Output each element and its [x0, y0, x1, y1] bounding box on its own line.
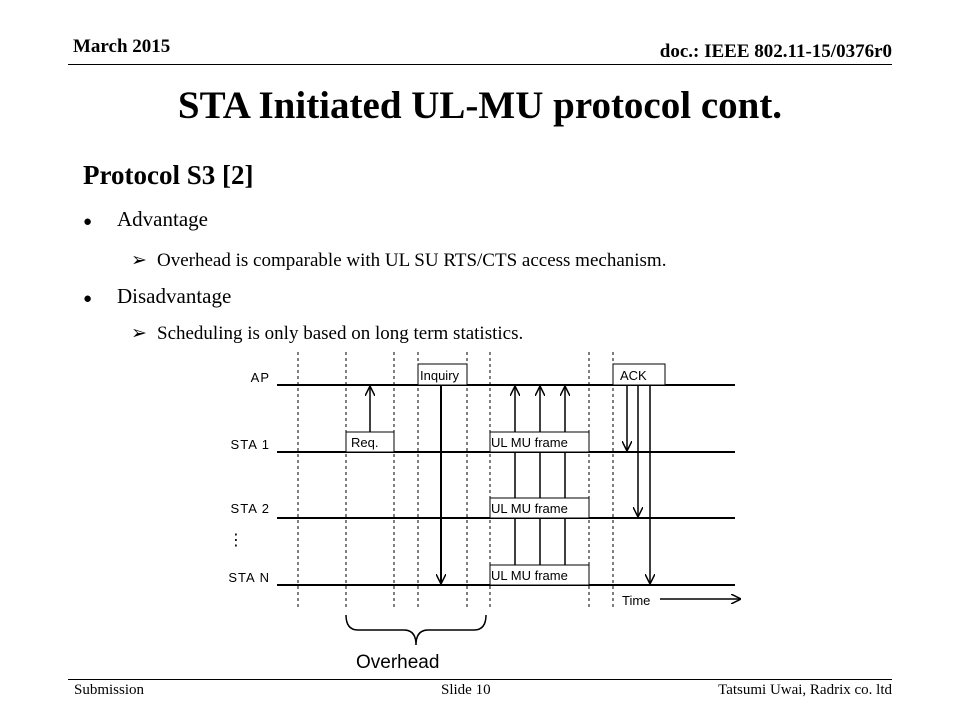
row-label-stan: STA N [228, 570, 270, 585]
ul-mu-frame-stan-label: UL MU frame [491, 568, 568, 583]
inquiry-frame-label: Inquiry [420, 368, 460, 383]
footer-author: Tatsumi Uwai, Radrix co. ltd [718, 682, 892, 698]
sub-bullet-text: Overhead is comparable with UL SU RTS/CTS access mechanism. [157, 250, 667, 271]
overhead-brace [346, 615, 486, 645]
time-label: Time [622, 593, 651, 608]
row-ellipsis-icon: ⋮ [228, 532, 244, 549]
bullet-dot-icon: ● [83, 291, 93, 307]
footer-divider [68, 679, 892, 680]
arrow-bullet-icon: ➢ [131, 323, 147, 344]
ack-frame-label: ACK [620, 368, 647, 383]
row-label-sta1: STA 1 [230, 437, 270, 452]
row-label-ap: AP [250, 370, 270, 385]
footer-left: Submission [74, 682, 145, 698]
req-frame-label: Req. [351, 435, 379, 450]
ul-mu-frame-sta1-label: UL MU frame [491, 435, 568, 450]
sub-bullet-text: Scheduling is only based on long term statistics. [157, 323, 524, 344]
ul-mu-frame-sta2-label: UL MU frame [491, 501, 568, 516]
bullet-label: Advantage [117, 207, 208, 231]
bullet-dot-icon: ● [83, 214, 93, 230]
header-date: March 2015 [73, 36, 171, 57]
row-label-sta2: STA 2 [230, 501, 270, 516]
overhead-label: Overhead [356, 652, 440, 673]
slide-heading: Protocol S3 [2] [83, 160, 254, 190]
header-doc-id: doc.: IEEE 802.11-15/0376r0 [659, 41, 892, 62]
footer-slide-number: Slide 10 [441, 682, 491, 698]
bullet-label: Disadvantage [117, 284, 232, 308]
arrow-bullet-icon: ➢ [131, 250, 147, 271]
slide-title: STA Initiated UL-MU protocol cont. [177, 84, 783, 127]
